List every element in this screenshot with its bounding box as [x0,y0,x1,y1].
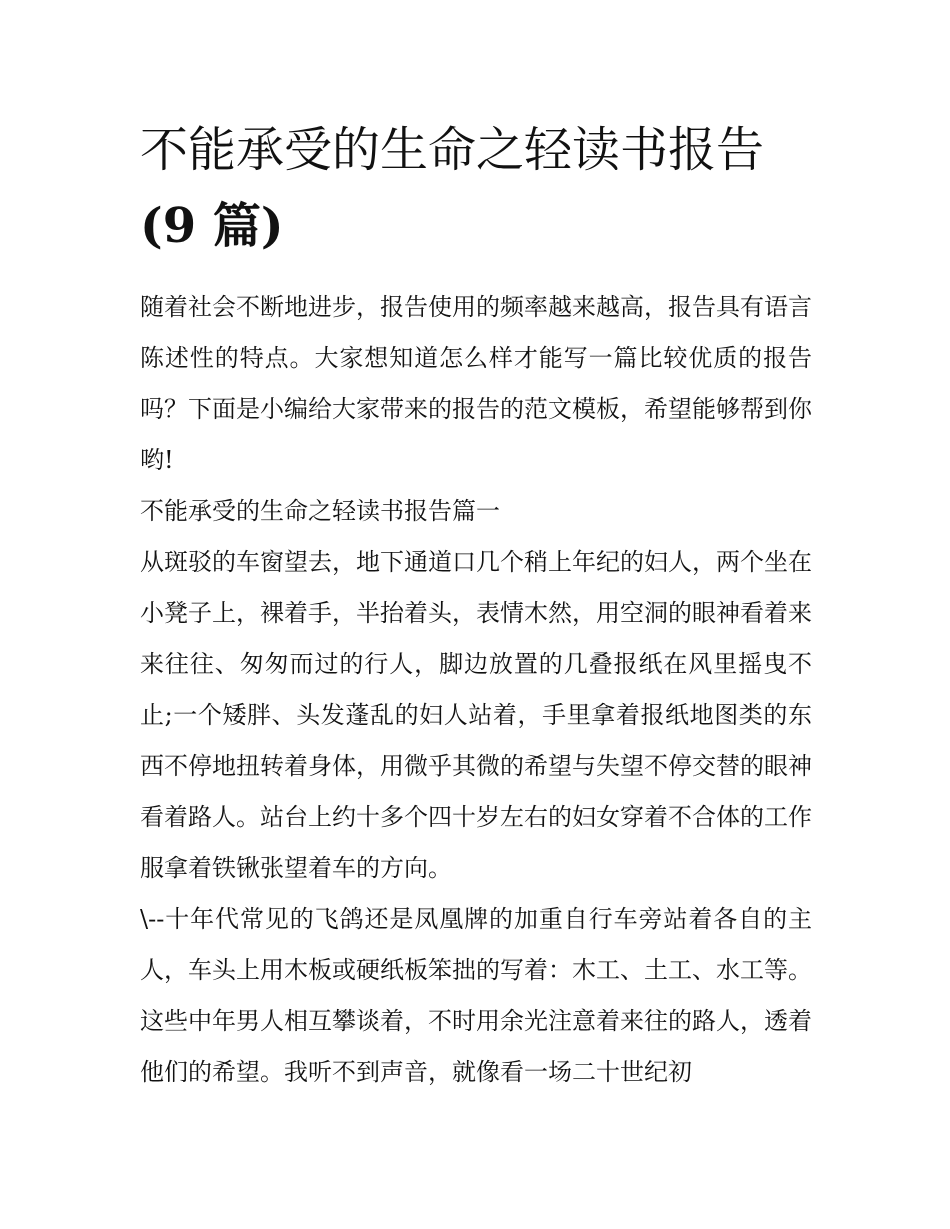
title-main: 不能承受的生命之轻读书报告 [140,122,765,178]
section-title: 不能承受的生命之轻读书报告篇一 [140,497,500,525]
document-title [140,112,812,264]
body-paragraph-2: \--十年代常见的飞鸽还是凤凰牌的加重自行车旁站着各自的主人，车头上用木板或硬纸板笨拙的写着：木工、土工、水工等。这些中年男人相互攀谈着，不时用余光注意着来往的路人，透着他们的希望。我听不到声音，就像看一场二十世纪初 [140,905,812,1086]
document-body [140,112,812,1098]
body-paragraph-1: 从斑驳的车窗望去，地下通道口几个稍上年纪的妇人，两个坐在小凳子上，裸着手，半抬着头，表情木然，用空洞的眼神看着来来往往、匆匆而过的行人，脚边放置的几叠报纸在风里摇曳不止;一个矮胖、头发蓬乱的妇人站着，手里拿着报纸地图类的东西不停地扭转着身体，用微乎其微的希望与失望不停交替的眼神看着路人。站台上约十多个四十岁左右的妇女穿着不合体的工作服拿着铁锹张望着车的方向。 [140,548,812,882]
intro-paragraph: 随着社会不断地进步，报告使用的频率越来越高，报告具有语言陈述性的特点。大家想知道怎么样才能写一篇比较优质的报告吗？下面是小编给大家带来的报告的范文模板，希望能够帮到你哟! [140,293,812,474]
title-suffix: (9 篇) [140,198,284,254]
